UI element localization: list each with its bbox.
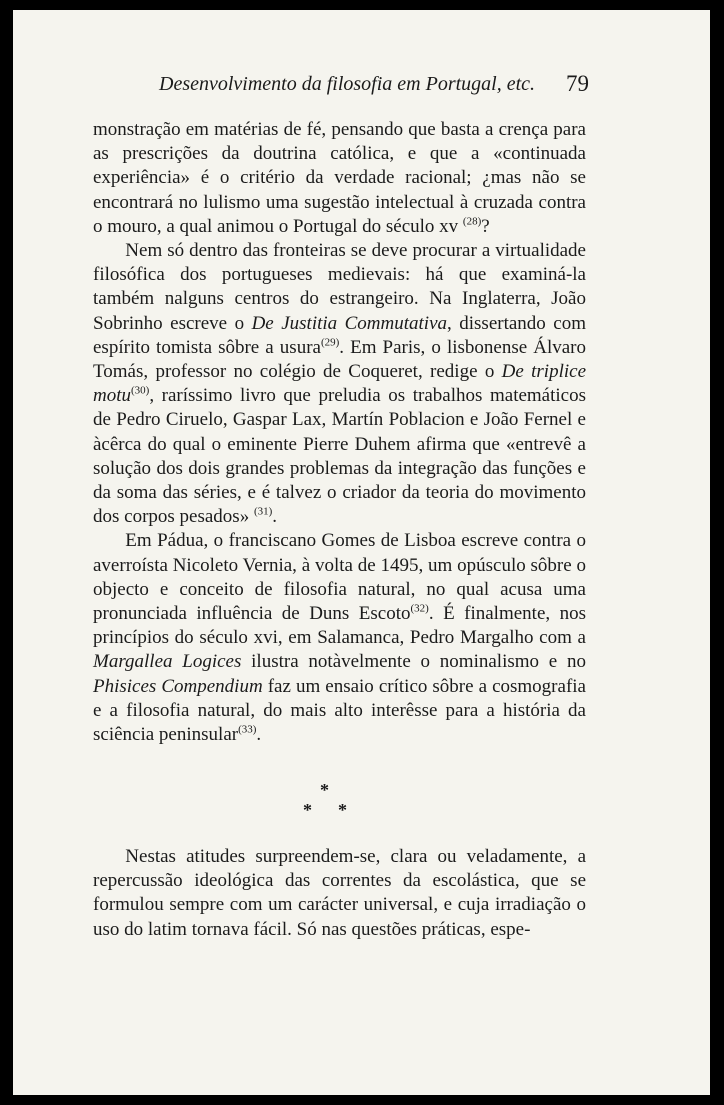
continuation-text <box>93 845 586 942</box>
p1-end: ? <box>481 215 490 237</box>
p3-text-2: . É finalmente, nos princípios do século xvi, em Salamanca, Pedro Margalho com a <box>93 603 586 649</box>
asterism-star-right: * <box>338 800 347 820</box>
title-de-justitia: De Justitia Commutativa <box>251 312 448 334</box>
p1-text: monstração em matérias de fé, pensando que basta a crença para as prescrições da doutrina católica, e que a «continuada experiência» é o critério da verdade racional; ¿mas não se encontrará no lulismo uma sugestão intelectual à cruzada contra o mouro, a qual animou o Portugal do século xv <box>93 119 586 237</box>
paragraph-3 <box>93 529 586 747</box>
p3-text-5: . <box>256 724 262 746</box>
p3-text-3: ilustra notàvelmente o nominalismo e no <box>241 651 586 673</box>
title-de-triplice-motu: De triplice motu <box>93 361 587 407</box>
paragraph-2 <box>93 239 586 529</box>
footnote-ref-28: (28) <box>462 215 482 228</box>
asterism-star-top: * <box>320 780 329 800</box>
paragraph-4: Nestas atitudes surpreendem-se, clara ou veladamente, a repercussão ideológica das correntes da escolástica, que se formulou sempre com um carácter universal, e cuja irradiação o uso do latim tornava fácil. Só nas questões práticas, espe- <box>93 846 586 940</box>
title-phisices-compendium: Phisices Compendium <box>93 675 263 697</box>
p2-text-3: . Em Paris, o lisbonense Álvaro Tomás, professor no colégio de Coqueret, redige o <box>93 336 586 383</box>
footnote-ref-32: (32) <box>410 602 429 615</box>
footnote-ref-30: (30) <box>131 384 150 397</box>
section-divider-asterism <box>293 780 363 828</box>
paragraph-1 <box>93 118 586 239</box>
asterism-star-left: * <box>303 800 312 820</box>
p3-text-4: faz um ensaio crítico sôbre a cosmografia e a filosofia natural, do mais alto interêsse para a história da sciência peninsular <box>93 675 586 746</box>
p3-text-1: Em Pádua, o franciscano Gomes de Lisboa escreve contra o averroísta Nicoleto Vernia, à volta de 1495, um opúsculo sôbre o objecto e conceito de filosofia natural, no qual acusa uma pronunciada influência de Duns Escoto <box>93 530 586 625</box>
p2-text-2: , dissertando com espírito tomista sôbre a usura <box>93 312 586 358</box>
running-title: Desenvolvimento da filosofia em Portugal, etc. <box>159 73 536 95</box>
footnote-ref-29: (29) <box>320 336 340 349</box>
page-header <box>159 73 589 103</box>
footnote-ref-31: (31) <box>253 505 273 518</box>
footnote-ref-33: (33) <box>238 723 257 736</box>
page-number: 79 <box>566 71 589 96</box>
p2-text-1: Nem só dentro das fronteiras se deve procurar a virtualidade filosófica dos portugueses medievais: há que examiná-la também nalguns centros do estrangeiro. Na Inglaterra, João Sobrinho escreve o <box>93 240 586 334</box>
book-page <box>13 10 710 1095</box>
p2-text-4: , raríssimo livro que preludia os trabalhos matemáticos de Pedro Ciruelo, Gaspar Lax, Martín Poblacion e João Fernel e àcêrca do qual o eminente Pierre Duhem afirma que «entrevê a solução dos dois grandes problemas da integração das funções e da soma das séries, e é talvez o criador da teoria do movimento dos corpos pesados» <box>93 385 586 528</box>
p2-text-5: . <box>272 506 278 528</box>
main-text <box>93 118 586 747</box>
title-margallea-logices: Margallea Logices <box>93 651 242 673</box>
